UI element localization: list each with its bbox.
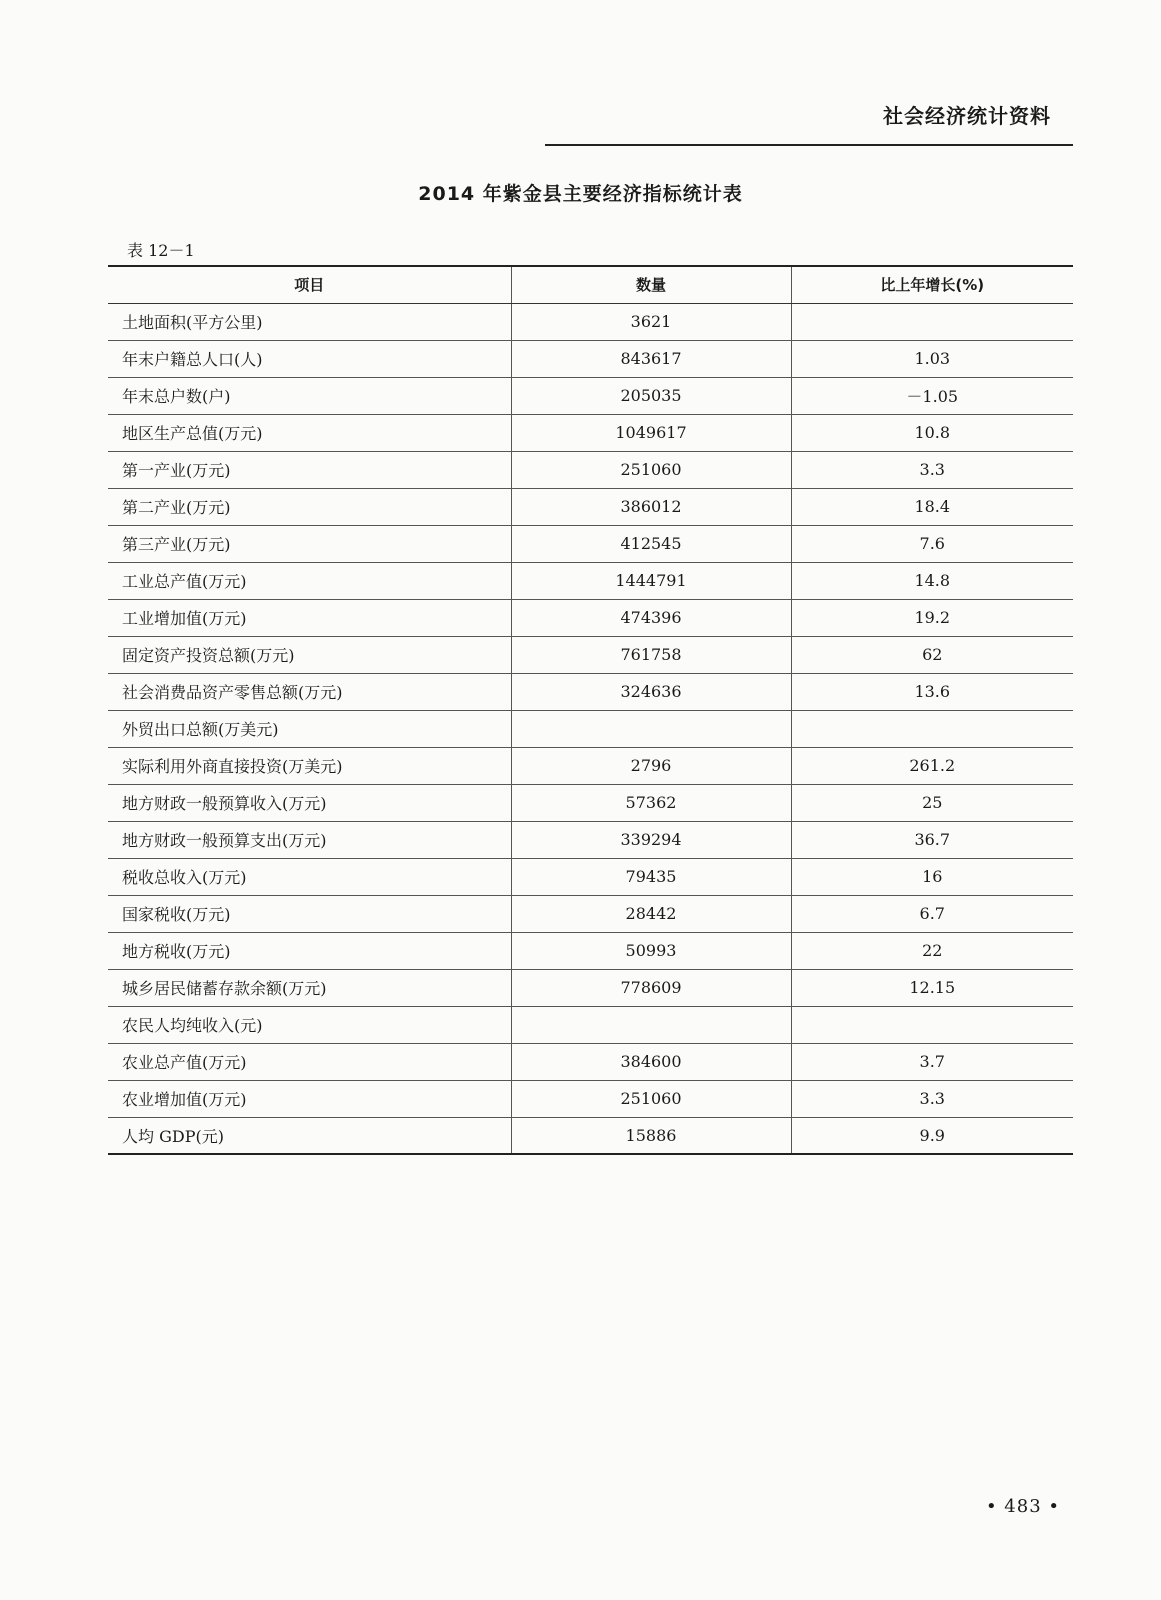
row-growth: 6.7 — [791, 895, 1073, 932]
row-quantity: 50993 — [511, 932, 791, 969]
row-quantity: 324636 — [511, 673, 791, 710]
row-item: 人均 GDP(元) — [108, 1117, 511, 1154]
row-quantity: 843617 — [511, 340, 791, 377]
row-quantity — [511, 1006, 791, 1043]
table-row — [108, 451, 1073, 488]
row-quantity: 412545 — [511, 525, 791, 562]
row-growth — [791, 710, 1073, 747]
table-row — [108, 488, 1073, 525]
row-quantity: 205035 — [511, 377, 791, 414]
table-row — [108, 710, 1073, 747]
row-item: 地方财政一般预算支出(万元) — [108, 821, 511, 858]
row-item: 工业总产值(万元) — [108, 562, 511, 599]
row-growth: －1.05 — [791, 377, 1073, 414]
row-item: 农业增加值(万元) — [108, 1080, 511, 1117]
row-growth: 7.6 — [791, 525, 1073, 562]
table-row — [108, 932, 1073, 969]
row-growth: 261.2 — [791, 747, 1073, 784]
row-quantity: 339294 — [511, 821, 791, 858]
row-item: 工业增加值(万元) — [108, 599, 511, 636]
row-item: 地方财政一般预算收入(万元) — [108, 784, 511, 821]
table-row — [108, 673, 1073, 710]
header-quantity: 数量 — [511, 266, 791, 303]
row-growth: 19.2 — [791, 599, 1073, 636]
row-growth: 10.8 — [791, 414, 1073, 451]
table-row — [108, 969, 1073, 1006]
row-item: 地方税收(万元) — [108, 932, 511, 969]
row-quantity: 79435 — [511, 858, 791, 895]
row-quantity: 15886 — [511, 1117, 791, 1154]
table-row — [108, 895, 1073, 932]
running-head-rule — [545, 144, 1073, 146]
row-quantity: 28442 — [511, 895, 791, 932]
table-row — [108, 377, 1073, 414]
row-item: 国家税收(万元) — [108, 895, 511, 932]
row-item: 第三产业(万元) — [108, 525, 511, 562]
row-item: 农民人均纯收入(元) — [108, 1006, 511, 1043]
row-growth: 36.7 — [791, 821, 1073, 858]
table-row — [108, 1080, 1073, 1117]
row-growth: 62 — [791, 636, 1073, 673]
row-item: 地区生产总值(万元) — [108, 414, 511, 451]
row-growth: 22 — [791, 932, 1073, 969]
row-growth: 3.3 — [791, 1080, 1073, 1117]
statistics-table — [108, 265, 1073, 1155]
row-quantity: 386012 — [511, 488, 791, 525]
table-row — [108, 562, 1073, 599]
row-growth: 16 — [791, 858, 1073, 895]
row-quantity: 57362 — [511, 784, 791, 821]
table-row — [108, 414, 1073, 451]
row-quantity: 384600 — [511, 1043, 791, 1080]
row-item: 第一产业(万元) — [108, 451, 511, 488]
row-growth: 9.9 — [791, 1117, 1073, 1154]
row-quantity: 3621 — [511, 303, 791, 340]
table-row — [108, 784, 1073, 821]
table-row — [108, 1117, 1073, 1154]
table-row — [108, 303, 1073, 340]
row-item: 城乡居民储蓄存款余额(万元) — [108, 969, 511, 1006]
row-growth: 25 — [791, 784, 1073, 821]
row-quantity: 1049617 — [511, 414, 791, 451]
row-quantity: 778609 — [511, 969, 791, 1006]
row-item: 税收总收入(万元) — [108, 858, 511, 895]
row-item: 社会消费品资产零售总额(万元) — [108, 673, 511, 710]
table-row — [108, 525, 1073, 562]
table-row — [108, 1006, 1073, 1043]
row-item: 年末总户数(户) — [108, 377, 511, 414]
header-growth: 比上年增长(%) — [791, 266, 1073, 303]
table-body — [108, 303, 1073, 1154]
row-growth: 18.4 — [791, 488, 1073, 525]
row-item: 固定资产投资总额(万元) — [108, 636, 511, 673]
row-growth: 3.7 — [791, 1043, 1073, 1080]
row-quantity: 2796 — [511, 747, 791, 784]
table-row — [108, 340, 1073, 377]
row-item: 第二产业(万元) — [108, 488, 511, 525]
page-title: 2014 年紫金县主要经济指标统计表 — [418, 183, 743, 205]
row-growth — [791, 303, 1073, 340]
table-code: 表 12－1 — [127, 241, 195, 260]
row-growth: 14.8 — [791, 562, 1073, 599]
header-row — [108, 266, 1073, 303]
row-quantity: 761758 — [511, 636, 791, 673]
running-head: 社会经济统计资料 — [883, 104, 1051, 128]
table-header — [108, 266, 1073, 303]
row-item: 年末户籍总人口(人) — [108, 340, 511, 377]
row-item: 土地面积(平方公里) — [108, 303, 511, 340]
page-number: • 483 • — [985, 1496, 1061, 1517]
row-growth: 1.03 — [791, 340, 1073, 377]
table-row — [108, 747, 1073, 784]
header-item: 项目 — [108, 266, 511, 303]
row-item: 农业总产值(万元) — [108, 1043, 511, 1080]
row-item: 外贸出口总额(万美元) — [108, 710, 511, 747]
table-row — [108, 858, 1073, 895]
table-row — [108, 1043, 1073, 1080]
row-quantity: 251060 — [511, 451, 791, 488]
row-growth: 12.15 — [791, 969, 1073, 1006]
row-quantity: 474396 — [511, 599, 791, 636]
row-quantity — [511, 710, 791, 747]
table-row — [108, 636, 1073, 673]
row-growth: 3.3 — [791, 451, 1073, 488]
table-row — [108, 599, 1073, 636]
row-item: 实际利用外商直接投资(万美元) — [108, 747, 511, 784]
row-quantity: 1444791 — [511, 562, 791, 599]
table-row — [108, 821, 1073, 858]
row-growth — [791, 1006, 1073, 1043]
row-quantity: 251060 — [511, 1080, 791, 1117]
row-growth: 13.6 — [791, 673, 1073, 710]
